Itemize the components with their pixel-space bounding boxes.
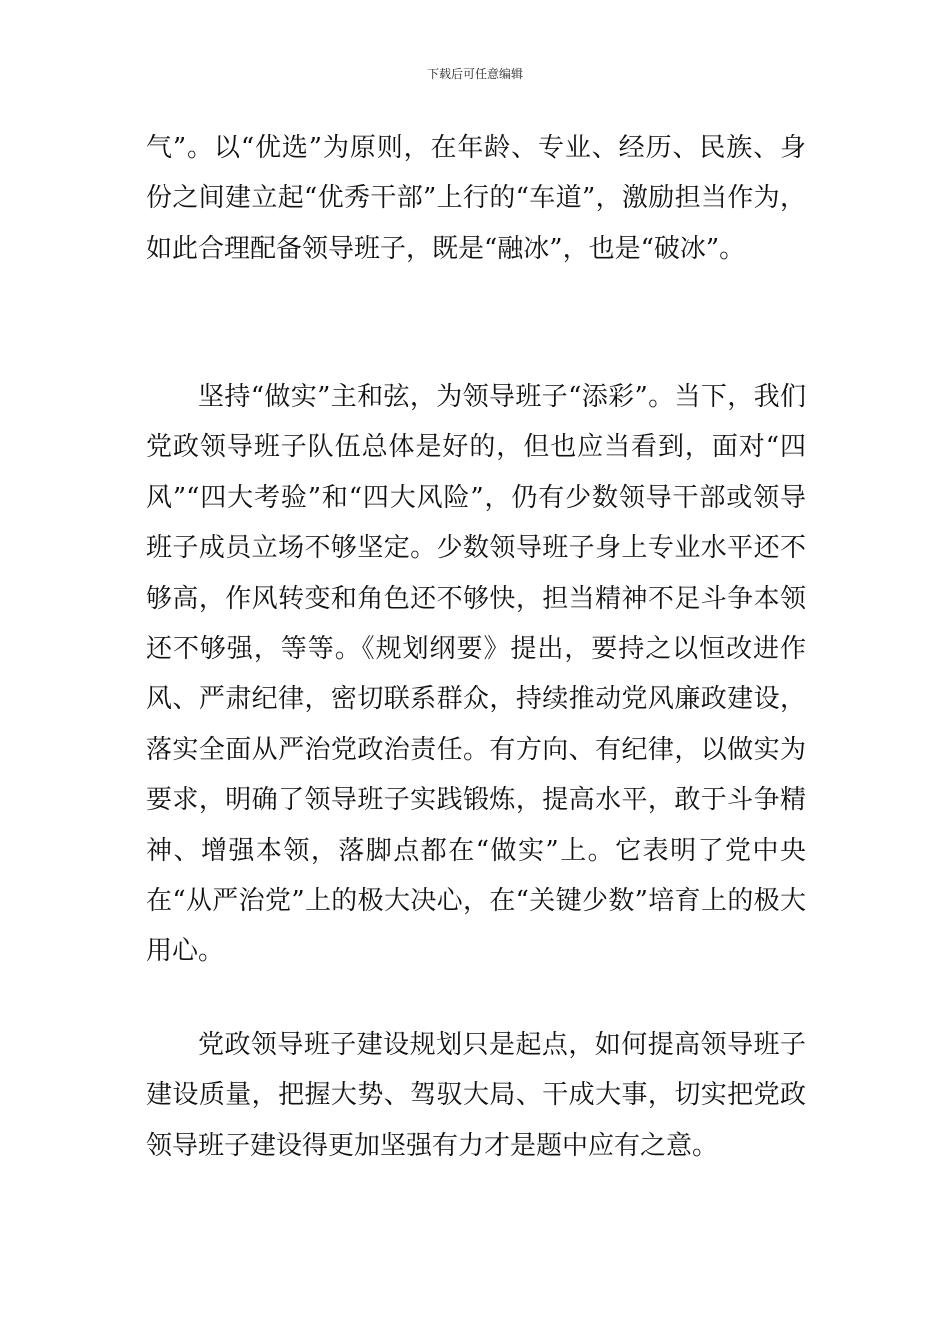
paragraph-3: 党政领导班子建设规划只是起点，如何提高领导班子建设质量，把握大势、驾驭大局、干成大事，切实把党政领导班子建设得更加坚强有力才是题中应有之意。 <box>146 1030 806 1161</box>
paragraph-1: 气”。以“优选”为原则，在年龄、专业、经历、民族、身份之间建立起“优秀干部”上行的“车道”，激励担当作为，如此合理配备领导班子，既是“融冰”，也是“破冰”。 <box>146 133 806 264</box>
paragraph-2: 坚持“做实”主和弦，为领导班子“添彩”。当下，我们党政领导班子队伍总体是好的，但也应当看到，面对“四风”“四大考验”和“四大风险”，仍有少数领导干部或领导班子成员立场不够坚定。少数领导班子身上专业水平还不够高，作风转变和角色还不够快，担当精神不足斗争本领还不够强，等等。《规划纲要》提出，要持之以恒改进作风、严肃纪律，密切联系群众，持续推动党风廉政建设，落实全面从严治党政治责任。有方向、有纪律，以做实为要求，明确了领导班子实践锻炼，提高水平，敢于斗争精神、增强本领，落脚点都在“做实”上。它表明了党中央在“从严治党”上的极大决心，在“关键少数”培育上的极大用心。 <box>146 382 806 967</box>
page-header: 下载后可任意编辑 <box>426 67 523 81</box>
